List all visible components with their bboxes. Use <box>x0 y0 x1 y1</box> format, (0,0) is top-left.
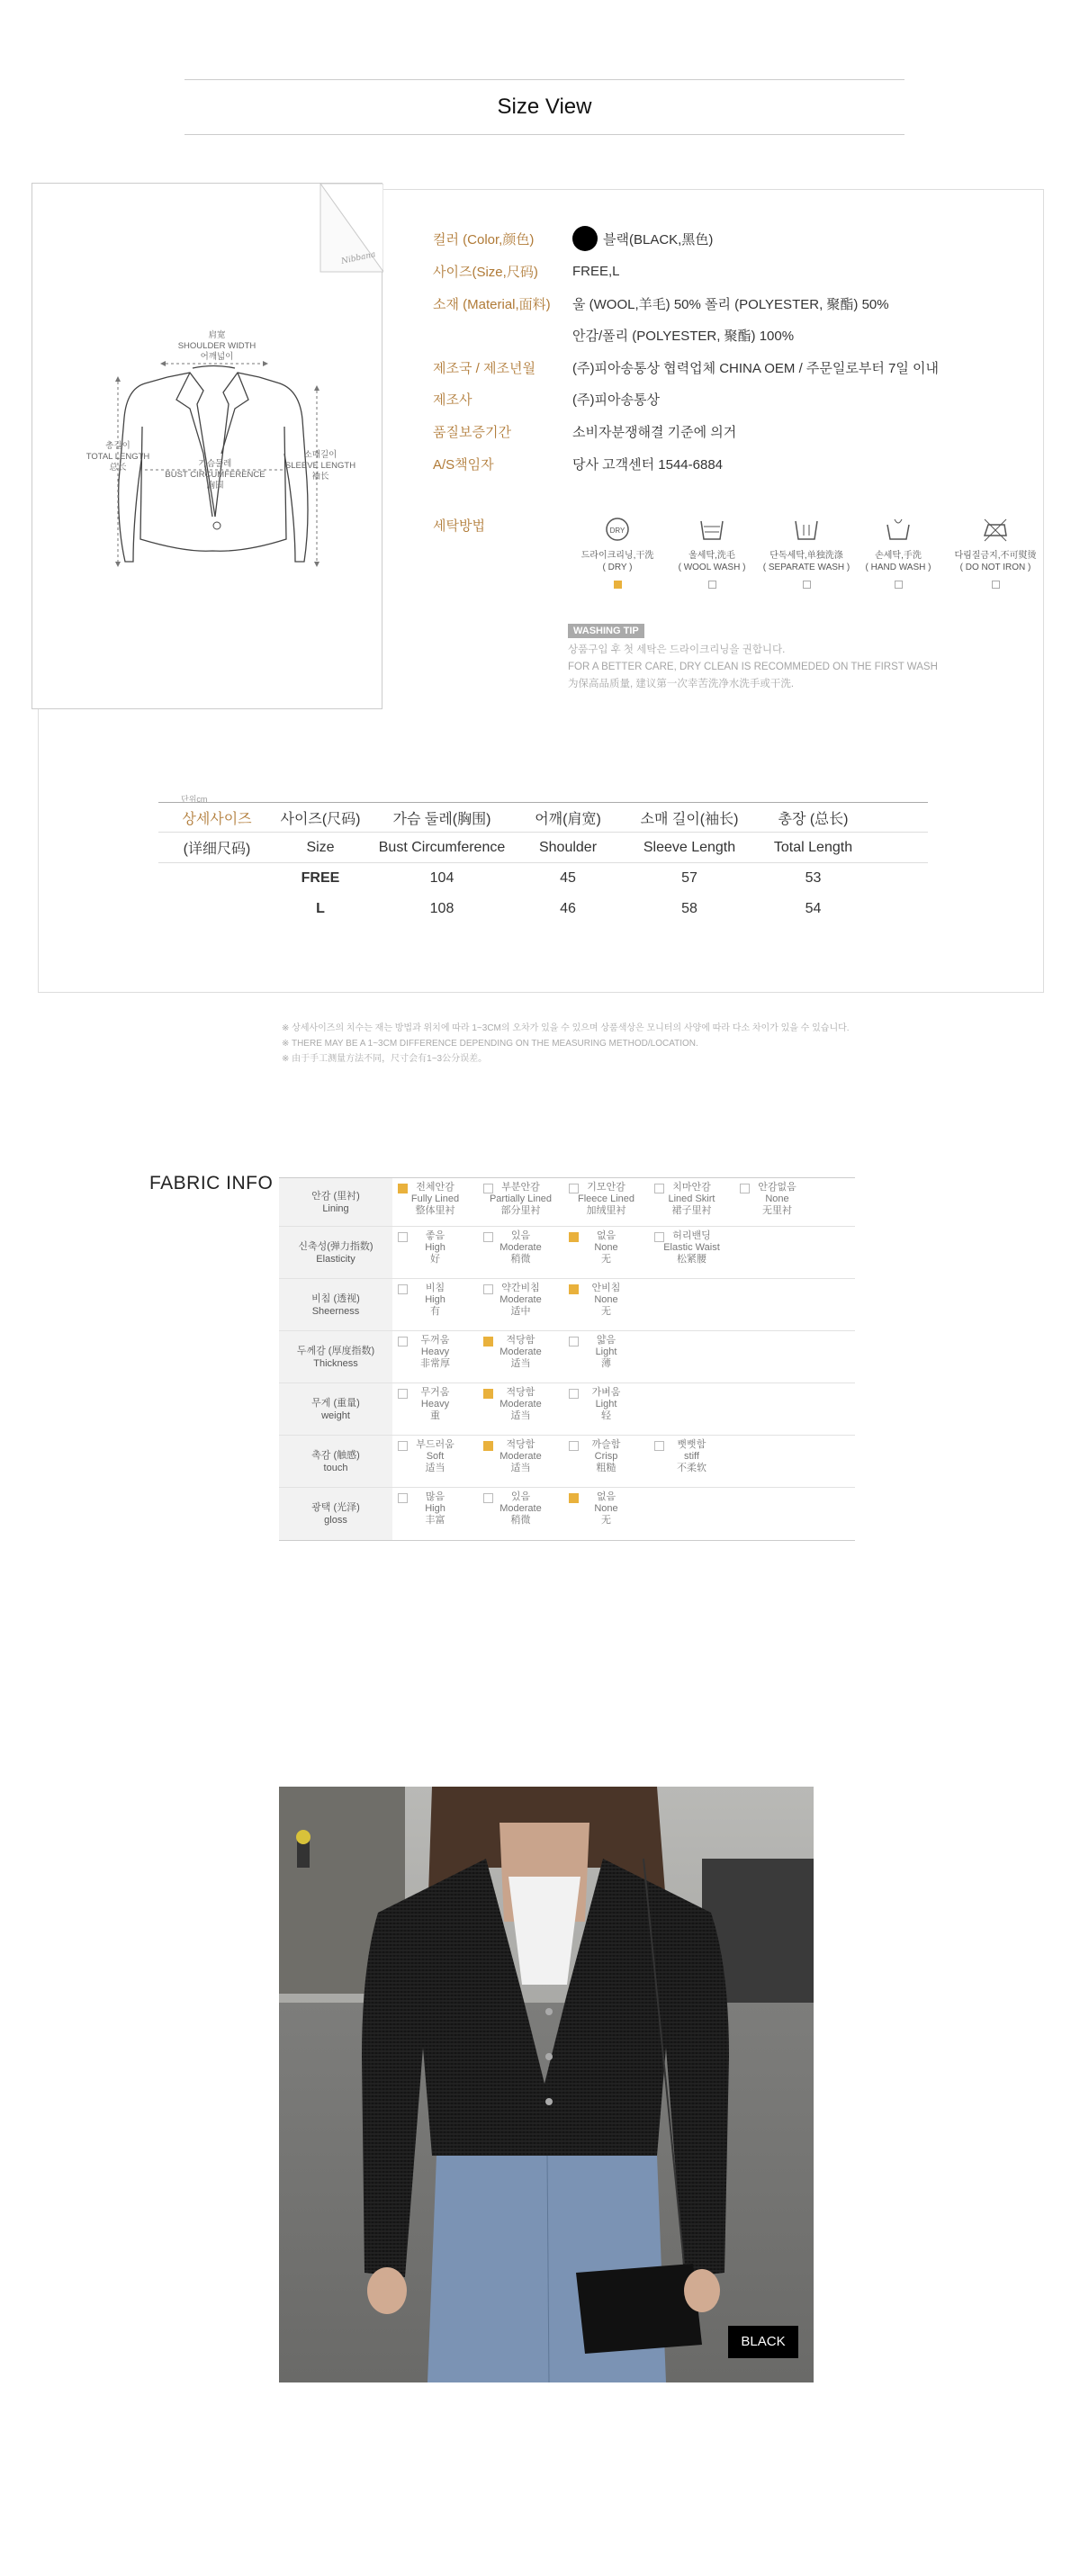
fabric-option: 있음 Moderate 稍微 <box>478 1491 563 1527</box>
table-header-row: 상세사이즈 사이즈(尺码) 가슴 둘레(胸围) 어깨(肩宽) 소매 길이(袖长) 총장 (总长) <box>158 802 928 833</box>
fabric-checkbox <box>740 1184 750 1193</box>
fabric-option: 뻣뻣함 stiff 不柔软 <box>649 1439 734 1474</box>
fabric-row <box>279 1383 855 1436</box>
size-view-header <box>184 79 904 135</box>
fabric-option: 많음 High 丰富 <box>392 1491 478 1527</box>
wash-item: 단독세탁,单独洗涤 ( SEPARATE WASH ) <box>757 516 856 589</box>
maker-value: (주)피아송통상 <box>572 392 660 408</box>
unit-label: 단위cm <box>181 795 208 804</box>
fabric-option: 없음 None 无 <box>563 1491 649 1527</box>
color-swatch <box>572 226 598 251</box>
product-photo <box>279 1787 814 2382</box>
sleeve-length-label: 소매길이 SLEEVE LENGTH 袖长 <box>284 450 356 482</box>
fabric-checkbox <box>398 1284 408 1294</box>
fabric-row <box>279 1178 855 1227</box>
hand-wash-icon <box>882 516 914 543</box>
table-header-row-en: (详细尺码) Size Bust Circumference Shoulder Sleeve Length Total Length <box>158 833 928 863</box>
size-row <box>433 258 620 284</box>
color-badge: BLACK <box>728 2326 798 2358</box>
fabric-option: 있음 Moderate 稍微 <box>478 1230 563 1265</box>
fabric-checkbox <box>483 1284 493 1294</box>
fabric-option: 가벼움 Light 轻 <box>563 1387 649 1422</box>
wool-wash-icon <box>696 516 728 543</box>
fabric-row <box>279 1436 855 1488</box>
fabric-option: 약간비침 Moderate 适中 <box>478 1283 563 1318</box>
fabric-checkbox <box>569 1284 579 1294</box>
wash-checkbox <box>614 581 622 589</box>
as-row <box>433 451 723 476</box>
fabric-checkbox <box>398 1389 408 1399</box>
as-label: A/S책임자 <box>433 456 494 473</box>
do-not-iron-icon <box>979 516 1012 543</box>
fabric-option: 부분안감 Partially Lined 部分里衬 <box>478 1182 563 1217</box>
wash-methods <box>568 516 1036 588</box>
fabric-checkbox <box>483 1389 493 1399</box>
fabric-row <box>279 1279 855 1331</box>
fabric-option: 무거움 Heavy 重 <box>392 1387 478 1422</box>
wash-row <box>433 512 572 537</box>
shoulder-label: 肩宽 SHOULDER WIDTH 어깨넓이 <box>177 330 256 362</box>
fabric-row-header: 광택 (光泽) gloss <box>279 1488 392 1540</box>
wash-checkbox <box>895 581 903 589</box>
wash-item: 다림질금지,不可熨烫 ( DO NOT IRON ) <box>946 516 1045 589</box>
fabric-checkbox <box>654 1184 664 1193</box>
fabric-info-table <box>279 1177 855 1541</box>
fabric-row-header: 두께감 (厚度指数) Thickness <box>279 1331 392 1383</box>
warranty-value: 소비자분쟁해결 기준에 의거 <box>572 424 737 440</box>
size-value: FREE,L <box>572 263 620 279</box>
fabric-checkbox <box>569 1184 579 1193</box>
fabric-option: 적당함 Moderate 适当 <box>478 1387 563 1422</box>
measurement-notes: ※ 상세사이즈의 치수는 재는 방법과 위치에 따라 1~3CM의 오차가 있을 수 있으며 상품색상은 모니터의 사양에 따라 다소 차이가 있을 수 있습니다. ※ THERE MAY BE A 1~3CM DIFFERENCE DEPENDING ON THE MEASURING METHOD/LOCATION. ※ 由于手工测量方法不同，尺寸会有1~3公分误差。 <box>282 1023 850 1064</box>
lining-row <box>433 322 794 347</box>
fabric-option: 적당함 Moderate 适当 <box>478 1335 563 1370</box>
fabric-option: 안감없음 None 无里衬 <box>734 1182 820 1217</box>
fabric-option: 적당함 Moderate 适当 <box>478 1439 563 1474</box>
fabric-row-header: 촉감 (触感) touch <box>279 1436 392 1487</box>
fabric-checkbox <box>483 1493 493 1503</box>
lining-value: 안감/폴리 (POLYESTER, 聚酯) 100% <box>572 328 795 344</box>
wash-item: DRY 드라이크리닝,干洗 ( DRY ) <box>568 516 667 589</box>
country-row <box>433 355 939 380</box>
fabric-option: 전체안감 Fully Lined 整体里衬 <box>392 1182 478 1217</box>
fabric-checkbox <box>398 1184 408 1193</box>
bust-label: 가슴둘레 BUST CIRCUMFERENCE 胸围 <box>165 459 266 491</box>
fabric-option: 좋음 High 好 <box>392 1230 478 1265</box>
fabric-row <box>279 1488 855 1540</box>
fabric-info-title: FABRIC INFO <box>149 1173 274 1193</box>
fabric-checkbox <box>398 1337 408 1347</box>
svg-text:DRY: DRY <box>609 527 626 535</box>
fabric-row-header: 비침 (透视) Sheerness <box>279 1279 392 1330</box>
fabric-option: 두꺼움 Heavy 非常厚 <box>392 1335 478 1370</box>
wash-item: 손세탁,手洗 ( HAND WASH ) <box>849 516 948 589</box>
fabric-checkbox <box>398 1232 408 1242</box>
maker-label: 제조사 <box>433 392 472 408</box>
fabric-checkbox <box>569 1441 579 1451</box>
color-row <box>433 226 713 251</box>
fabric-option: 까슬함 Crisp 粗糙 <box>563 1439 649 1474</box>
model-photo-image <box>279 1787 814 2382</box>
wash-label: 세탁방법 <box>433 518 485 534</box>
as-value: 당사 고객센터 1544-6884 <box>572 456 724 473</box>
material-row <box>433 291 889 316</box>
fabric-row <box>279 1331 855 1383</box>
size-label: 사이즈(Size,尺码) <box>433 264 538 280</box>
material-label: 소재 (Material,面料) <box>433 296 551 312</box>
fabric-checkbox <box>483 1232 493 1242</box>
wash-checkbox <box>708 581 716 589</box>
washing-tip-badge: WASHING TIP <box>568 624 644 638</box>
page-title: Size View <box>497 95 592 119</box>
fabric-option: 치마안감 Lined Skirt 裙子里衬 <box>649 1182 734 1217</box>
fabric-checkbox <box>569 1389 579 1399</box>
fabric-option: 안비침 None 无 <box>563 1283 649 1318</box>
country-value: (주)피아송통상 협력업체 CHINA OEM / 주문일로부터 7일 이내 <box>572 360 939 376</box>
warranty-label: 품질보증기간 <box>433 424 511 440</box>
fabric-checkbox <box>483 1184 493 1193</box>
washing-tip-text: 상품구입 후 첫 세탁은 드라이크리닝을 권합니다. FOR A BETTER CARE, DRY CLEAN IS RECOMMEDED ON THE FIRST WASH 为保高品质量, 建议第一次幸苦洗净水洗手或干洗. <box>568 644 938 689</box>
total-length-label: 총길이 TOTAL LENGTH 总长 <box>86 441 150 473</box>
fabric-option: 허리밴딩 Elastic Waist 松紧腰 <box>649 1230 734 1265</box>
fabric-checkbox <box>398 1493 408 1503</box>
color-label: 컬러 (Color,颜色) <box>433 231 535 248</box>
country-label: 제조국 / 제조년월 <box>433 360 536 376</box>
material-value: 울 (WOOL,羊毛) 50% 폴리 (POLYESTER, 聚酯) 50% <box>572 296 889 312</box>
wash-checkbox <box>992 581 1000 589</box>
color-value: 블랙(BLACK,黑色) <box>603 231 714 248</box>
fabric-row-header: 신축성(弹力指数) Elasticity <box>279 1227 392 1278</box>
table-row: L 108 46 58 54 <box>316 901 822 916</box>
fabric-option: 얇음 Light 薄 <box>563 1335 649 1370</box>
fabric-option: 비침 High 有 <box>392 1283 478 1318</box>
fabric-option: 기모안감 Fleece Lined 加绒里衬 <box>563 1182 649 1217</box>
fabric-checkbox <box>398 1441 408 1451</box>
fabric-row-header: 안감 (里衬) Lining <box>279 1178 392 1226</box>
fabric-checkbox <box>569 1232 579 1242</box>
fabric-option: 없음 None 无 <box>563 1230 649 1265</box>
fabric-checkbox <box>654 1232 664 1242</box>
fabric-checkbox <box>483 1337 493 1347</box>
warranty-row <box>433 419 736 444</box>
wash-item: 울세탁,洗毛 ( WOOL WASH ) <box>662 516 761 589</box>
fabric-option: 부드러움 Soft 适当 <box>392 1439 478 1474</box>
maker-row <box>433 386 660 411</box>
table-row: FREE 104 45 57 53 <box>301 870 822 886</box>
jacket-diagram <box>32 183 382 709</box>
separate-wash-icon <box>790 516 823 543</box>
dry-clean-icon <box>601 516 634 543</box>
fabric-checkbox <box>569 1493 579 1503</box>
fabric-checkbox <box>483 1441 493 1451</box>
size-view-panel <box>38 189 1044 993</box>
fabric-row <box>279 1227 855 1279</box>
watermark: Nibbana <box>340 250 377 266</box>
fabric-checkbox <box>569 1337 579 1347</box>
fabric-row-header: 무게 (重量) weight <box>279 1383 392 1435</box>
wash-checkbox <box>803 581 811 589</box>
fabric-checkbox <box>654 1441 664 1451</box>
